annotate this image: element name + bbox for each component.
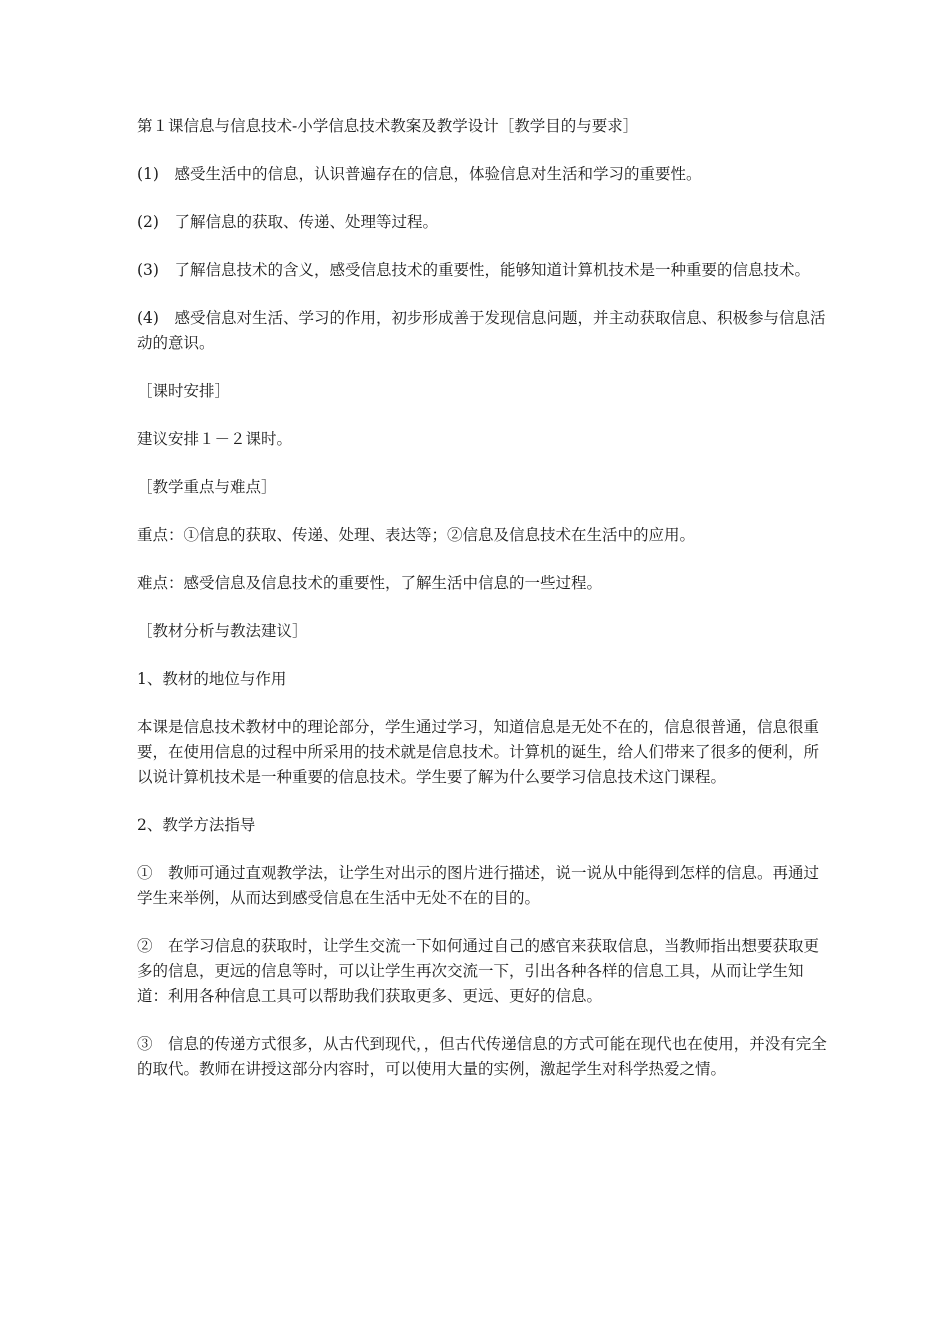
- subheading-role: 1、教材的地位与作用: [137, 670, 287, 688]
- difficulties-text: 难点：感受信息及信息技术的重要性，了解生活中信息的一些过程。: [137, 574, 603, 592]
- key-points-text: 重点：①信息的获取、传递、处理、表达等；②信息及信息技术在生活中的应用。: [137, 526, 696, 544]
- objective-item-1: (1) 感受生活中的信息，认识普遍存在的信息，体验信息对生活和学习的重要性。: [137, 165, 702, 183]
- section-heading-key-points: ［教学重点与难点］: [137, 478, 277, 496]
- subheading-method: 2、教学方法指导: [137, 816, 256, 834]
- objective-item-4: (4) 感受信息对生活、学习的作用，初步形成善于发现信息问题，并主动获取信息、积极参与信息活动的意识。: [137, 309, 826, 352]
- role-text: 本课是信息技术教材中的理论部分，学生通过学习，知道信息是无处不在的，信息很普通，信息很重要，在使用信息的过程中所采用的技术就是信息技术。计算机的诞生，给人们带来了很多的便利，所以说计算机技术是一种重要的信息技术。学生要了解为什么要学习信息技术这门课程。: [137, 718, 820, 786]
- document-title: 第１课信息与信息技术-小学信息技术教案及教学设计［教学目的与要求］: [137, 117, 639, 135]
- schedule-text: 建议安排１－２课时。: [137, 430, 293, 448]
- section-heading-schedule: ［课时安排］: [137, 382, 231, 400]
- method-item-1: ① 教师可通过直观教学法，让学生对出示的图片进行描述，说一说从中能得到怎样的信息。再通过学生来举例，从而达到感受信息在生活中无处不在的目的。: [137, 864, 820, 907]
- section-heading-analysis: ［教材分析与教法建议］: [137, 622, 308, 640]
- objective-item-2: (2) 了解信息的获取、传递、处理等过程。: [137, 213, 438, 231]
- objective-item-3: (3) 了解信息技术的含义，感受信息技术的重要性，能够知道计算机技术是一种重要的信息技术。: [137, 261, 810, 279]
- document-body: [137, 114, 833, 1105]
- method-item-3: ③ 信息的传递方式很多，从古代到现代，，但古代传递信息的方式可能在现代也在使用，并没有完全的取代。教师在讲授这部分内容时，可以使用大量的实例，激起学生对科学热爱之情。: [137, 1035, 827, 1078]
- method-item-2: ② 在学习信息的获取时，让学生交流一下如何通过自己的感官来获取信息，当教师指出想要获取更多的信息，更远的信息等时，可以让学生再次交流一下，引出各种各样的信息工具，从而让学生知道：利用各种信息工具可以帮助我们获取更多、更远、更好的信息。: [137, 937, 820, 1005]
